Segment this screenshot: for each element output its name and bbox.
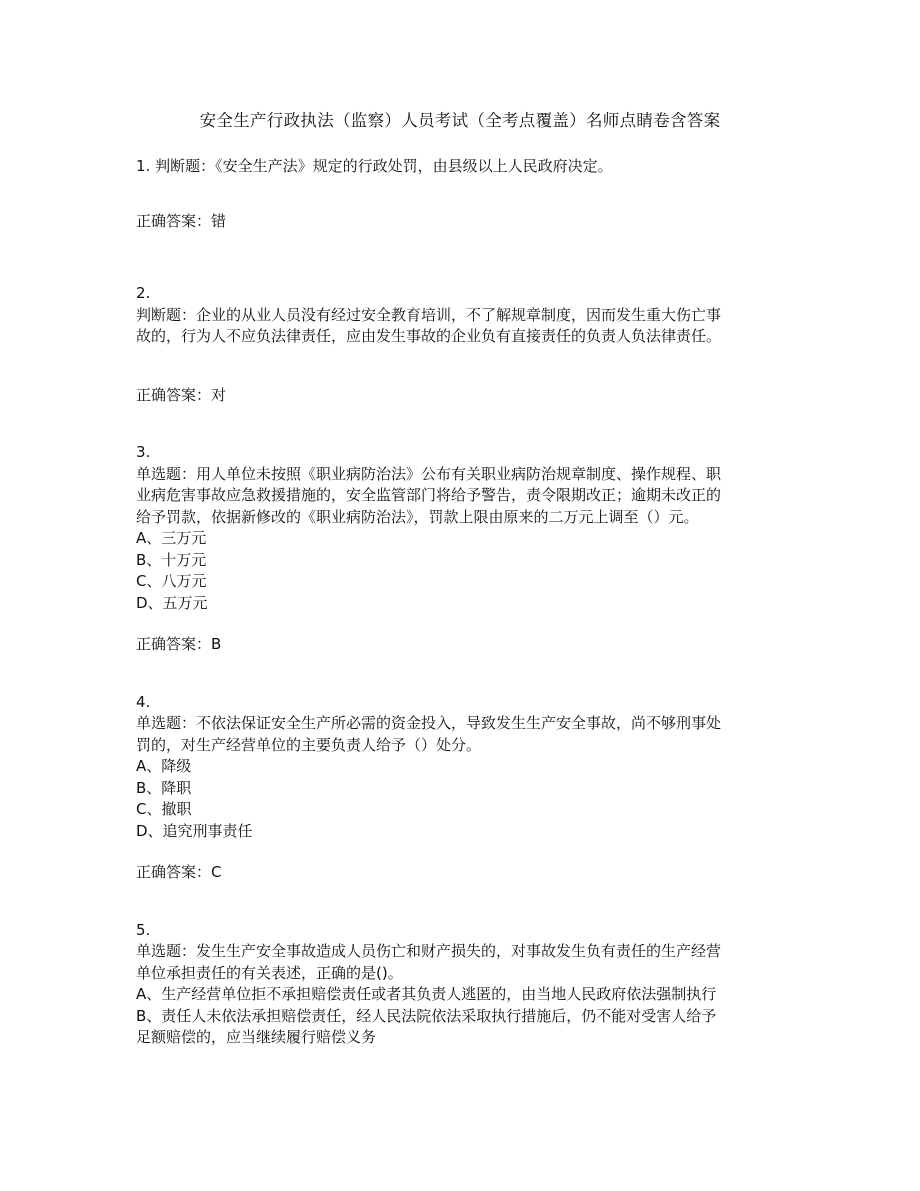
question-number: 3. [136, 443, 151, 461]
option-d: D、五万元 [136, 593, 208, 612]
option-b-continued: 足额赔偿的，应当继续履行赔偿义务 [136, 1028, 377, 1046]
question-text-line: 给予罚款，依据新修改的《职业病防治法》，罚款上限由原来的二万元上调至（）元。 [136, 507, 699, 526]
question-number: 4. [136, 692, 151, 711]
question-text-line: 单选题：用人单位未按照《职业病防治法》公布有关职业病防治规章制度、操作规程、职 [136, 464, 722, 483]
question-number: 5. [136, 920, 151, 939]
question-text-line: 故的，行为人不应负法律责任，应由发生事故的企业负有直接责任的负责人负法律责任。 [136, 327, 722, 345]
question-text: 判断题：《安全生产法》规定的行政处罚，由县级以上人民政府决定。 [155, 157, 613, 175]
option-c: C、八万元 [136, 572, 207, 590]
question-text-line: 单选题：不依法保证安全生产所必需的资金投入，导致发生生产安全事故，尚不够刑事处 [136, 714, 722, 732]
question-number: 1. [136, 157, 151, 175]
answer-line: 正确答案：B [136, 635, 222, 653]
option-a: A、生产经营单位拒不承担赔偿责任或者其负责人逃匿的，由当地人民政府依法强制执行 [136, 985, 717, 1003]
option-c: C、撤职 [136, 800, 192, 818]
option-b: B、责任人未依法承担赔偿责任，经人民法院依法采取执行措施后，仍不能对受害人给予 [136, 1006, 717, 1025]
answer-line: 正确答案：对 [136, 385, 227, 404]
option-a: A、降级 [136, 757, 192, 775]
option-b: B、十万元 [136, 550, 207, 569]
question-text-line: 罚的，对生产经营单位的主要负责人给予（）处分。 [136, 735, 482, 754]
question-5 [136, 920, 796, 1049]
question-4 [136, 692, 796, 884]
option-b: B、降职 [136, 778, 192, 797]
option-d: D、追究刑事责任 [136, 821, 253, 840]
question-list [136, 156, 796, 1049]
question-2 [136, 283, 796, 406]
option-a: A、三万元 [136, 529, 207, 547]
question-text-line: 业病危害事故应急救援措施的，安全监管部门将给予警告，责令限期改正；逾期未改正的 [136, 486, 722, 504]
answer-line: 正确答案：错 [136, 211, 227, 230]
question-text-line: 单位承担责任的有关表述，正确的是()。 [136, 963, 403, 982]
question-text-line: 单选题：发生生产安全事故造成人员伤亡和财产损失的，对事故发生负有责任的生产经营 [136, 942, 722, 960]
question-number: 2. [136, 284, 151, 302]
question-3 [136, 442, 796, 656]
question-text-line: 判断题：企业的从业人员没有经过安全教育培训，不了解规章制度，因而发生重大伤亡事 [136, 305, 722, 324]
answer-line: 正确答案：C [136, 863, 222, 881]
document-title: 安全生产行政执法（监察）人员考试（全考点覆盖）名师点睛卷含答案 [199, 111, 721, 130]
question-1 [136, 156, 796, 232]
